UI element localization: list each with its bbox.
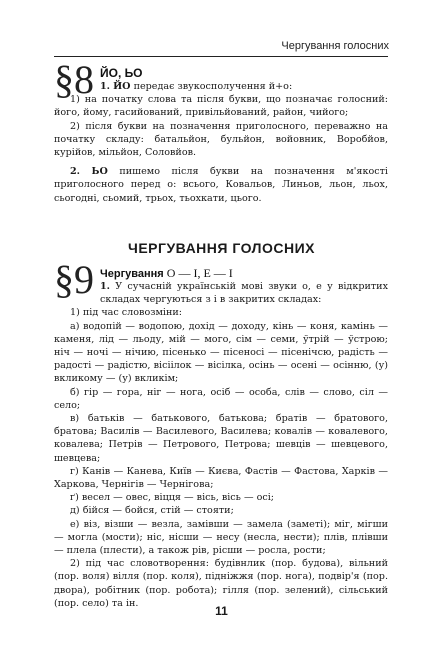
paragraph-lead: ЙО <box>113 81 131 92</box>
section-9-body <box>54 280 388 610</box>
running-head: Чергування голосних <box>281 40 389 52</box>
chapter-title: ЧЕРГУВАННЯ ГОЛОСНИХ <box>128 240 315 256</box>
list-item-b: б) гір — гора, ніг — нога, осіб — особа, слів — слово, сіл — село; <box>54 386 388 411</box>
paragraph-number: 1. <box>100 281 111 292</box>
section-9-title-lead: Чергування <box>100 268 164 280</box>
section-8-paragraph-2 <box>54 165 388 205</box>
section-8-number: §8 <box>54 57 94 102</box>
list-item-e: е) віз, візши — везла, замівши — замела (заметі); міг, мігши — могла (мости); ніс, нісши — несу (несла, нести); плів, плівши — плела (плести), а також рів, рісши — росла, рости; <box>54 518 388 557</box>
list-item-2: 2) під час словотворення: будівнлик (пор. будова), вільний (пор. воля) вілля (пор. коля), підніжжя (пор. нога), подвір'я (пор. двора), робітник (пор. робота); гілля (пор. зелений), сільський (пор. село) та ін. <box>54 558 388 609</box>
section-8-point-1: 1) на початку слова та після букви, що позначає голосний: його, йому, гасийований, привільйований, район, чийого; <box>54 94 388 119</box>
paragraph-text: У сучасній українській мові звуки о, е у відкритих складах чергуються з і в закритих складах: <box>100 281 388 306</box>
page-number: 11 <box>215 604 228 618</box>
list-item-a: а) водопій — водопою, дохід — доходу, кінь — коня, камінь — каменя, лід — льоду, мій — мого, сім — семи, ўтрій — ўстрою; ніч — ночі — нічию, пісенько — пісеносі — пісенічсю, радість — радості — радістю, вісіілок — вісілка, осінь — осені — осінню, (у) вкликому — (у) вкликім; <box>54 320 388 385</box>
paragraph-text: пишемо після букви на позначення м'якості приголосного перед о: всього, Ковальов, Линьов, льон, льох, сьогодні, сьомий, трьох, тьохкати, цього. <box>54 166 388 204</box>
paragraph-text: передає звукосполучення й+о: <box>133 81 293 92</box>
section-9-number: §9 <box>54 257 94 302</box>
list-item-v: в) батьків — батькового, батькова; братів — братового, братова; Василів — Василевого, Василева; ковалів — ковалевого, ковалева; Петрів — Петрового, Петрова; шевців — шевцевого, шевцева; <box>54 413 388 464</box>
header-rule <box>54 56 388 57</box>
section-9-paragraph-1 <box>54 280 388 306</box>
section-8-body <box>54 80 388 205</box>
list-item-d: д) бійся — бойся, стій — стояти; <box>70 505 234 517</box>
section-8-title: ЙО, ЬО <box>100 66 143 80</box>
paragraph-number: 1. <box>100 81 111 92</box>
section-8-paragraph-1 <box>54 80 388 93</box>
section-9-title <box>100 266 233 281</box>
list-item-gg: ґ) весел — овес, віцця — вісь, вісь — осі; <box>70 492 275 504</box>
section-9-title-rest: О — І, Е — І <box>166 266 233 280</box>
list-item-g: г) Канів — Канева, Київ — Києва, Фастів — Фастова, Харків — Харкова, Чернігів — Чернігова; <box>54 465 388 491</box>
section-8-point-2: 2) після букви на позначення приголосного, переважно на початку складу: батальйон, бульйон, войовник, Воробйов, курійов, мільйон, Соловйов. <box>54 120 388 159</box>
list-item-1: 1) під час словозміни: <box>70 307 183 319</box>
paragraph-lead: ЬО <box>91 166 108 178</box>
paragraph-number: 2. <box>70 166 81 178</box>
